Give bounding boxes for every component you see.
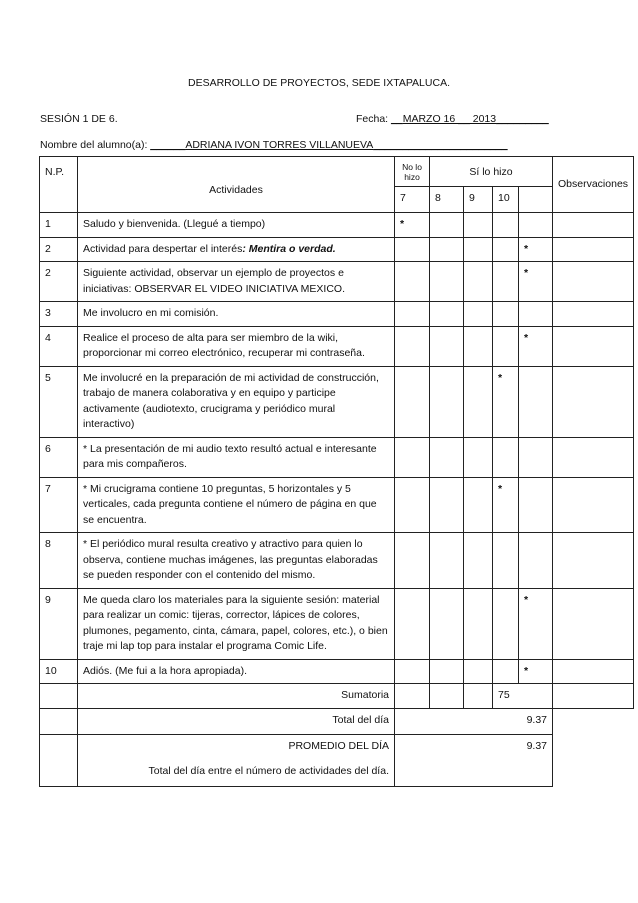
row-number: 10 xyxy=(40,659,78,684)
score-mark: * xyxy=(519,237,553,262)
score-mark xyxy=(430,302,464,327)
score-header: 7 xyxy=(395,187,430,213)
table-row xyxy=(40,588,634,659)
score-mark xyxy=(519,437,553,477)
row-number: 9 xyxy=(40,588,78,659)
promedio-cell xyxy=(78,734,395,786)
observation-cell xyxy=(553,588,634,659)
score-header: 10 xyxy=(493,187,519,213)
score-mark xyxy=(430,366,464,437)
activity-main: * El periódico mural resulta creativo y atractivo para quien lo observa, contiene muchas imágenes, las preguntas elaboradas se pueden responder con el contenido del mismo. xyxy=(83,538,378,581)
table-row xyxy=(40,366,634,437)
activity-text xyxy=(78,262,395,302)
promedio-label: PROMEDIO DEL DÍA xyxy=(288,739,389,752)
empty-cell xyxy=(395,684,430,709)
activity-main: * La presentación de mi audio texto resultó actual e interesante para mis compañeros. xyxy=(83,442,377,470)
activity-text xyxy=(78,659,395,684)
observation-cell xyxy=(553,302,634,327)
no-lo-hizo-mark: * xyxy=(395,213,430,238)
activity-main: Actividad para despertar el interés xyxy=(83,242,243,255)
row-number: 5 xyxy=(40,366,78,437)
activity-main: Me queda claro los materiales para la siguiente sesión: material para realizar un comic: tijeras, corrector, lápices de colores, plumones, pegamento, cinta, cámara, papel, colores, etc.), o bien traje mi lap top para instalar el programa Comic Life. xyxy=(83,593,388,652)
score-mark xyxy=(464,437,493,477)
score-mark xyxy=(430,533,464,589)
score-mark xyxy=(519,302,553,327)
promedio-subtitle: Total del día entre el número de actividades del día. xyxy=(148,765,389,777)
score-mark xyxy=(464,213,493,238)
date-pad: __ xyxy=(391,113,403,125)
no-lo-hizo-mark xyxy=(395,302,430,327)
sumatoria-label: Sumatoria xyxy=(78,684,395,709)
score-mark xyxy=(464,237,493,262)
score-mark xyxy=(493,302,519,327)
table-row xyxy=(40,477,634,533)
activity-text xyxy=(78,366,395,437)
row-number: 6 xyxy=(40,437,78,477)
header-no-lo-hizo: No lo hizo xyxy=(395,157,430,187)
score-header: 8 xyxy=(430,187,464,213)
score-mark xyxy=(519,366,553,437)
score-mark xyxy=(493,262,519,302)
score-mark xyxy=(519,213,553,238)
score-mark xyxy=(430,588,464,659)
observation-cell xyxy=(553,326,634,366)
row-number: 2 xyxy=(40,237,78,262)
table-row xyxy=(40,302,634,327)
table-row xyxy=(40,533,634,589)
no-lo-hizo-mark xyxy=(395,477,430,533)
score-mark: * xyxy=(493,477,519,533)
table-row xyxy=(40,326,634,366)
sumatoria-value: 75 xyxy=(493,684,553,709)
score-mark xyxy=(464,366,493,437)
activity-main: * Mi crucigrama contiene 10 preguntas, 5 horizontales y 5 verticales, cada pregunta contiene el número de página en que se encuentra. xyxy=(83,482,377,526)
no-lo-hizo-mark xyxy=(395,262,430,302)
score-header: 9 xyxy=(464,187,493,213)
score-mark xyxy=(464,262,493,302)
no-lo-hizo-mark xyxy=(395,326,430,366)
student-line xyxy=(40,139,508,151)
observation-cell xyxy=(553,533,634,589)
activity-text xyxy=(78,533,395,589)
activity-text xyxy=(78,437,395,477)
row-number: 1 xyxy=(40,213,78,238)
no-lo-hizo-mark xyxy=(395,437,430,477)
empty-cell xyxy=(40,734,78,786)
score-mark xyxy=(464,659,493,684)
score-mark xyxy=(430,262,464,302)
score-mark xyxy=(519,477,553,533)
score-mark xyxy=(493,588,519,659)
activity-emphasis: : Mentira o verdad. xyxy=(242,242,336,255)
date-pad: _________ xyxy=(496,113,549,125)
score-mark: * xyxy=(519,262,553,302)
score-mark xyxy=(493,237,519,262)
no-lo-hizo-mark xyxy=(395,533,430,589)
observation-cell xyxy=(553,213,634,238)
observation-cell xyxy=(553,237,634,262)
promedio-value: 9.37 xyxy=(395,734,553,786)
score-mark xyxy=(430,237,464,262)
activity-main: Adiós. (Me fui a la hora apropiada). xyxy=(83,664,248,677)
empty-cell xyxy=(430,684,464,709)
empty-cell xyxy=(553,734,634,786)
observation-cell xyxy=(553,477,634,533)
score-mark xyxy=(493,659,519,684)
empty-cell xyxy=(464,684,493,709)
score-mark xyxy=(430,213,464,238)
score-mark: * xyxy=(493,366,519,437)
observation-cell xyxy=(553,262,634,302)
score-mark: * xyxy=(519,326,553,366)
row-number: 4 xyxy=(40,326,78,366)
activity-text xyxy=(78,326,395,366)
total-value: 9.37 xyxy=(395,708,553,734)
score-mark xyxy=(464,477,493,533)
score-mark xyxy=(493,213,519,238)
no-lo-hizo-mark xyxy=(395,659,430,684)
score-mark: * xyxy=(519,659,553,684)
activity-text xyxy=(78,588,395,659)
header-np: N.P. xyxy=(40,157,78,213)
student-label: Nombre del alumno(a): xyxy=(40,139,151,151)
score-mark xyxy=(519,533,553,589)
activity-text xyxy=(78,302,395,327)
activity-main: Me involucré en la preparación de mi actividad de construcción, trabajo de manera colaborativa y en equipo y participe activamente (audiotexto, crucigrama y periódico mural interactivo) xyxy=(83,371,379,430)
score-mark xyxy=(430,659,464,684)
empty-cell xyxy=(553,708,634,734)
table-row xyxy=(40,659,634,684)
observation-cell xyxy=(553,659,634,684)
no-lo-hizo-mark xyxy=(395,237,430,262)
score-mark xyxy=(430,477,464,533)
header-si-lo-hizo: Sí lo hizo xyxy=(430,157,553,187)
student-pad: _______________________ xyxy=(373,139,508,151)
empty-cell xyxy=(553,684,634,709)
student-name: ADRIANA IVON TORRES VILLANUEVA xyxy=(185,139,374,151)
table-row xyxy=(40,262,634,302)
score-mark xyxy=(464,326,493,366)
activity-main: Siguiente actividad, observar un ejemplo de proyectos e iniciativas: OBSERVAR EL VIDEO INICIATIVA MEXICO. xyxy=(83,267,345,295)
score-mark xyxy=(493,326,519,366)
table-row xyxy=(40,213,634,238)
row-number: 3 xyxy=(40,302,78,327)
header-observations: Observaciones xyxy=(553,157,634,213)
activity-text xyxy=(78,213,395,238)
score-mark xyxy=(464,302,493,327)
date-label: Fecha: xyxy=(356,113,392,125)
observation-cell xyxy=(553,437,634,477)
evaluation-table xyxy=(39,156,634,787)
session-label: SESIÓN 1 DE 6. xyxy=(40,113,118,125)
score-mark xyxy=(430,437,464,477)
empty-cell xyxy=(40,708,78,734)
observation-cell xyxy=(553,366,634,437)
score-mark xyxy=(493,437,519,477)
empty-cell xyxy=(40,684,78,709)
score-mark: * xyxy=(519,588,553,659)
table-row xyxy=(40,437,634,477)
student-pad: ______ xyxy=(150,139,186,151)
score-mark xyxy=(430,326,464,366)
score-mark xyxy=(493,533,519,589)
score-mark xyxy=(464,588,493,659)
activity-main: Realice el proceso de alta para ser miembro de la wiki, proporcionar mi correo electrónico, recuperar mi contraseña. xyxy=(83,331,365,359)
total-label: Total del día xyxy=(78,708,395,734)
no-lo-hizo-mark xyxy=(395,366,430,437)
activity-main: Me involucro en mi comisión. xyxy=(83,307,219,319)
table-row xyxy=(40,237,634,262)
row-number: 7 xyxy=(40,477,78,533)
header-activities: Actividades xyxy=(78,157,395,213)
date-line xyxy=(356,113,549,125)
document-title: DESARROLLO DE PROYECTOS, SEDE IXTAPALUCA. xyxy=(188,77,450,89)
row-number: 8 xyxy=(40,533,78,589)
row-number: 2 xyxy=(40,262,78,302)
date-value: MARZO 16 __ 2013 xyxy=(402,113,497,125)
activity-text xyxy=(78,477,395,533)
no-lo-hizo-mark xyxy=(395,588,430,659)
activity-text xyxy=(78,237,395,262)
score-mark xyxy=(464,533,493,589)
activity-main: Saludo y bienvenida. (Llegué a tiempo) xyxy=(83,218,266,230)
